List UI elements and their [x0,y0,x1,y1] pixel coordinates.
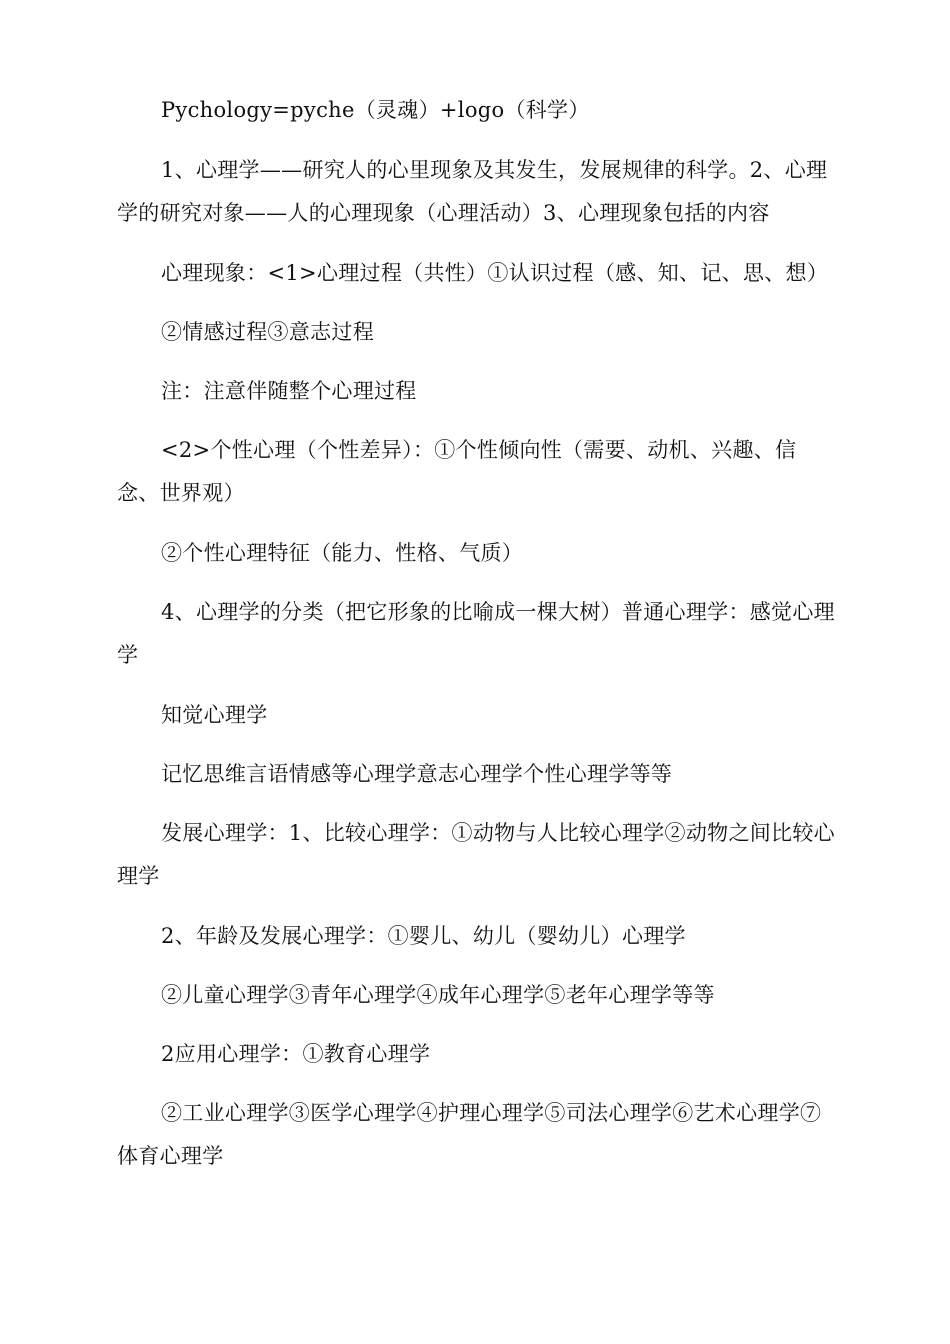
paragraph-memory-etc: 记忆思维言语情感等心理学意志心理学个性心理学等等 [161,762,673,786]
paragraph-attention-note: 注：注意伴随整个心理过程 [161,379,417,403]
paragraph-applied: 2应用心理学：①教育心理学 [161,1042,431,1066]
paragraph-developmental: 发展心理学：1、比较心理学：①动物与人比较心理学②动物之间比较心理学 [117,821,835,888]
paragraph-emotion-will: ②情感过程③意志过程 [161,320,374,344]
paragraph-classification: 4、心理学的分类（把它形象的比喻成一棵大树）普通心理学：感觉心理学 [117,600,835,667]
paragraph-definition: 1、心理学——研究人的心里现象及其发生，发展规律的科学。2、心理学的研究对象——人的心理现象（心理活动）3、心理现象包括的内容 [117,158,828,225]
paragraph-etymology: Pychology=pyche（灵魂）+logo（科学） [161,98,590,122]
paragraph-life-stages: ②儿童心理学③青年心理学④成年心理学⑤老年心理学等等 [161,983,715,1007]
paragraph-perception: 知觉心理学 [161,703,268,727]
paragraph-mental-process: 心理现象：<1>心理过程（共性）①认识过程（感、知、记、思、想） [161,261,829,285]
paragraph-personality: <2>个性心理（个性差异）：①个性倾向性（需要、动机、兴趣、信念、世界观） [117,438,797,505]
paragraph-personality-traits: ②个性心理特征（能力、性格、气质） [161,541,524,565]
paragraph-applied-fields: ②工业心理学③医学心理学④护理心理学⑤司法心理学⑥艺术心理学⑦体育心理学 [117,1101,822,1168]
paragraph-age-development: 2、年龄及发展心理学：①婴儿、幼儿（婴幼儿）心理学 [161,924,686,948]
